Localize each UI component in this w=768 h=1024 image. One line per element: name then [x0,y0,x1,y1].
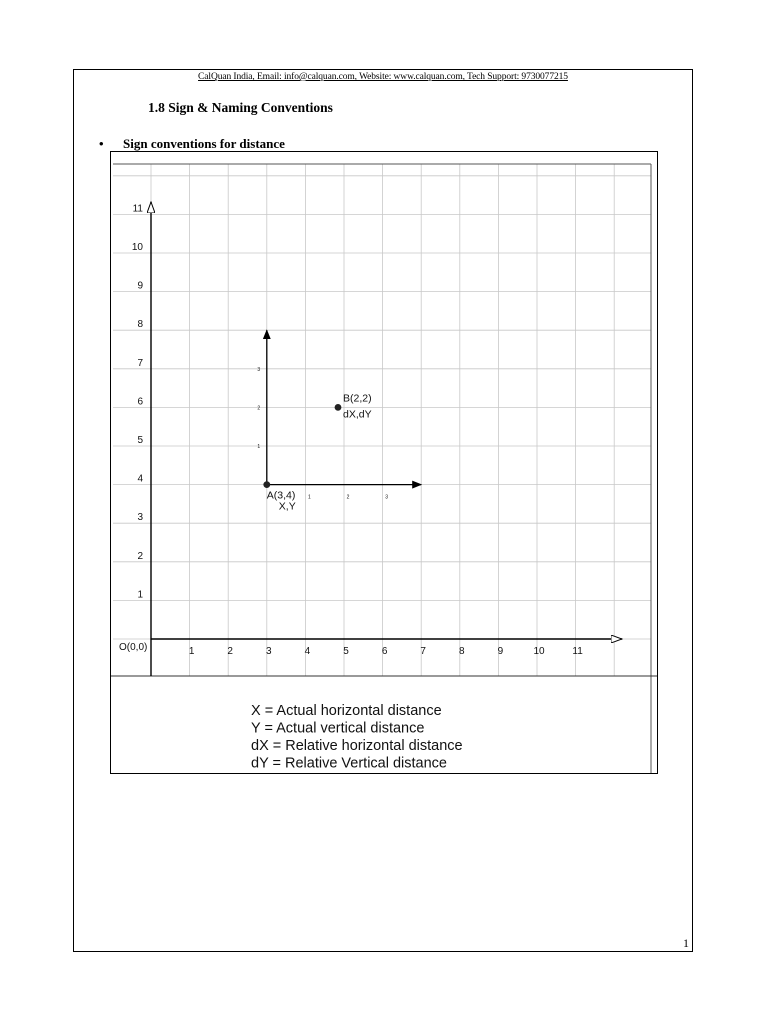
origin-label: O(0,0) [119,642,148,653]
grid [113,164,651,676]
x-tick-label: 1 [188,646,195,657]
legend-line: Y = Actual vertical distance [251,720,425,737]
vectors [257,330,421,500]
x-tick-label: 4 [304,646,311,657]
legend-line: dY = Relative Vertical distance [251,755,447,772]
figure-frame [110,151,658,774]
page-number: 1 [683,936,689,950]
points [263,392,371,512]
point-a-sublabel: X,Y [278,500,296,513]
y-tick-label: 8 [137,319,143,331]
tick-labels [119,203,583,657]
x-tick-label: 3 [266,646,272,657]
legend-line: dX = Relative horizontal distance [251,738,463,754]
relative-y-tick-label: 2 [257,405,261,412]
point-b-marker [335,404,342,411]
coordinate-figure [111,152,657,773]
y-tick-label: 9 [137,280,143,292]
legend-line: X = Actual horizontal distance [251,703,442,719]
section-title: 1.8 Sign & Naming Conventions [148,100,333,115]
relative-x-tick-label: 1 [308,494,311,501]
y-tick-label: 10 [131,242,143,253]
point-a-marker [263,481,270,488]
relative-x-tick-label: 3 [385,494,388,501]
legend [251,703,463,772]
bullet-text: Sign conventions for distance [123,136,285,151]
x-tick-label: 11 [572,646,583,657]
y-tick-label: 11 [132,203,143,215]
plot-frame [111,164,657,773]
y-tick-label: 7 [137,357,143,369]
point-a-label: A(3,4) [266,489,296,502]
y-tick-label: 1 [137,589,143,601]
y-tick-label: 5 [137,435,143,446]
y-tick-label: 2 [137,550,143,562]
y-tick-label: 3 [137,512,143,524]
y-tick-label: 6 [137,396,143,408]
relative-y-tick-label: 3 [257,366,261,373]
point-b-label: B(2,2) [343,392,372,405]
point-b-sublabel: dX,dY [343,408,372,421]
y-tick-label: 4 [137,473,143,485]
x-tick-label: 2 [227,646,233,657]
bullet-symbol: • [99,136,104,151]
x-tick-label: 5 [343,646,349,657]
relative-y-tick-label: 1 [257,444,261,450]
x-tick-label: 9 [497,646,504,657]
relative-x-tick-label: 2 [346,494,350,501]
x-tick-label: 6 [381,646,388,657]
axes [151,202,622,676]
x-tick-label: 7 [420,646,426,657]
x-tick-label: 8 [459,646,465,657]
x-tick-label: 10 [533,646,545,657]
header-contact-line: CalQuan India, Email: info@calquan.com, Website: www.calquan.com, Tech Support: 9730077215 [198,72,568,82]
